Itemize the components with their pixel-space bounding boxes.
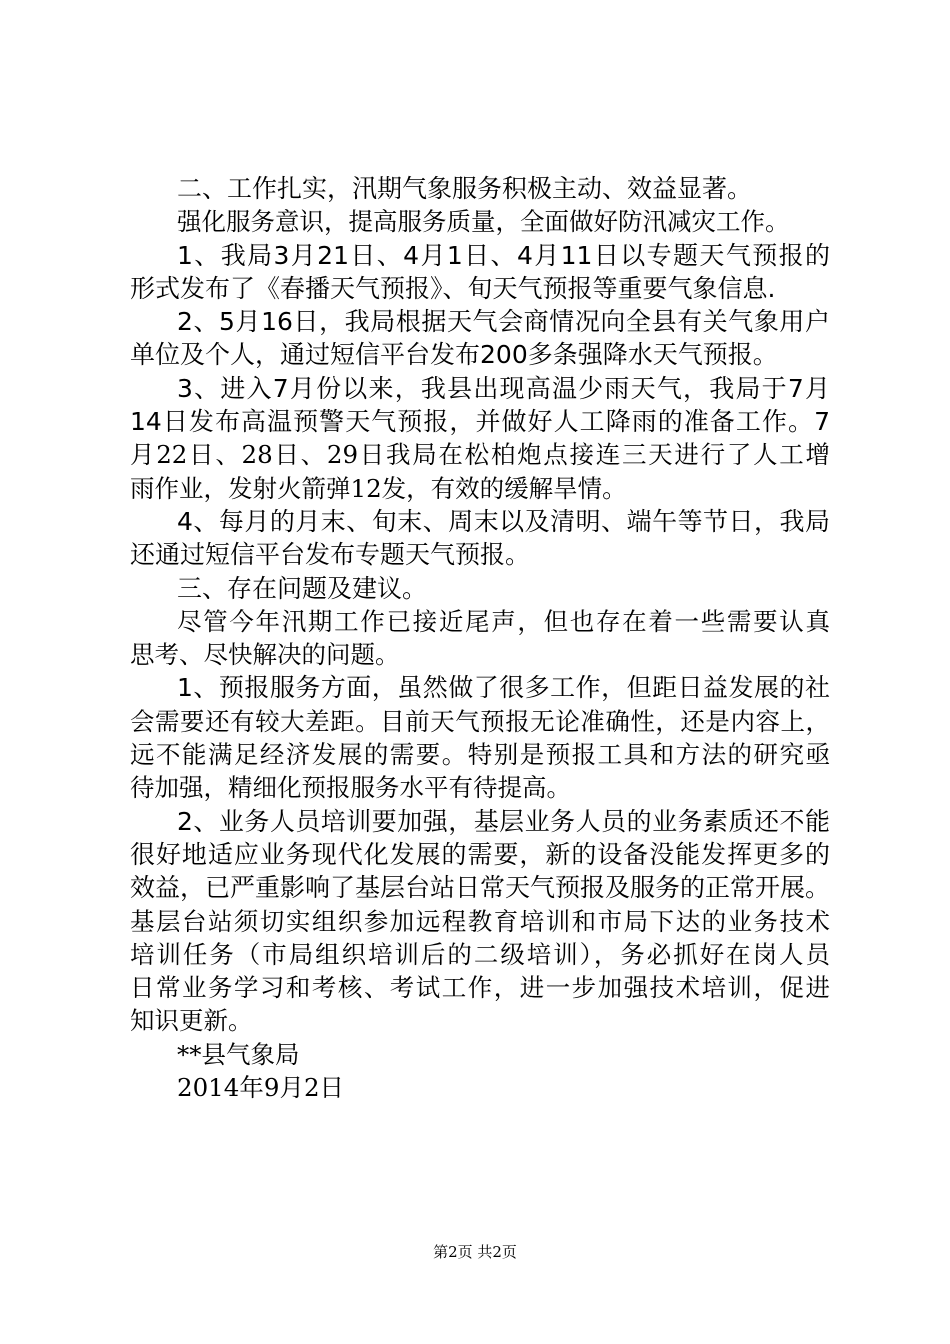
paragraph-line: 还通过短信平台发布专题天气预报。	[130, 540, 531, 570]
signature-date: 2014年9月2日	[177, 1073, 345, 1103]
paragraph-line: 效益，已严重影响了基层台站日常天气预报及服务的正常开展。	[130, 873, 831, 903]
paragraph-line: 知识更新。	[130, 1006, 253, 1036]
paragraph-line: 很好地适应业务现代化发展的需要，新的设备没能发挥更多的	[130, 839, 830, 869]
paragraph-line: 日常业务学习和考核、考试工作，进一步加强技术培训，促进	[130, 973, 830, 1003]
paragraph-line: 单位及个人，通过短信平台发布200多条强降水天气预报。	[130, 340, 778, 370]
paragraph-line: 会需要还有较大差距。目前天气预报无论准确性，还是内容上，	[130, 706, 830, 736]
paragraph-line: 月22日、28日、29日我局在松柏炮点接连三天进行了人工增	[130, 440, 830, 470]
paragraph-line: 思考、尽快解决的问题。	[130, 640, 400, 670]
paragraph-line: 14日发布高温预警天气预报，并做好人工降雨的准备工作。7	[130, 407, 830, 437]
paragraph-line: 远不能满足经济发展的需要。特别是预报工具和方法的研究亟	[130, 740, 830, 770]
signature-organization: **县气象局	[177, 1039, 300, 1069]
paragraph-line: 4、每月的月末、旬末、周末以及清明、端午等节日，我局	[177, 506, 830, 536]
paragraph-line: 雨作业，发射火箭弹12发，有效的缓解旱情。	[130, 473, 627, 503]
paragraph-line: 3、进入7月份以来，我县出现高温少雨天气，我局于7月	[177, 373, 830, 403]
document-body	[130, 172, 830, 1104]
section-heading-3: 三、存在问题及建议。	[177, 573, 428, 603]
paragraph-line: 形式发布了《春播天气预报》、旬天气预报等重要气象信息.	[130, 273, 776, 303]
paragraph-line: 强化服务意识，提高服务质量，全面做好防汛减灾工作。	[177, 207, 790, 237]
paragraph-line: 待加强，精细化预报服务水平有待提高。	[130, 773, 571, 803]
paragraph-line: 2、业务人员培训要加强，基层业务人员的业务素质还不能	[177, 806, 830, 836]
paragraph-line: 2、5月16日，我局根据天气会商情况向全县有关气象用户	[177, 307, 830, 337]
paragraph-line: 1、我局3月21日、4月1日、4月11日以专题天气预报的	[177, 240, 830, 270]
page-number-footer: 第2页 共2页	[433, 1243, 517, 1261]
paragraph-line: 尽管今年汛期工作已接近尾声，但也存在着一些需要认真	[177, 606, 830, 636]
paragraph-line: 基层台站须切实组织参加远程教育培训和市局下达的业务技术	[130, 906, 830, 936]
paragraph-line: 培训任务（市局组织培训后的二级培训），务必抓好在岗人员	[130, 939, 830, 969]
section-heading-2: 二、工作扎实，汛期气象服务积极主动、效益显著。	[177, 174, 753, 203]
paragraph-line: 1、预报服务方面，虽然做了很多工作，但距日益发展的社	[177, 673, 830, 703]
